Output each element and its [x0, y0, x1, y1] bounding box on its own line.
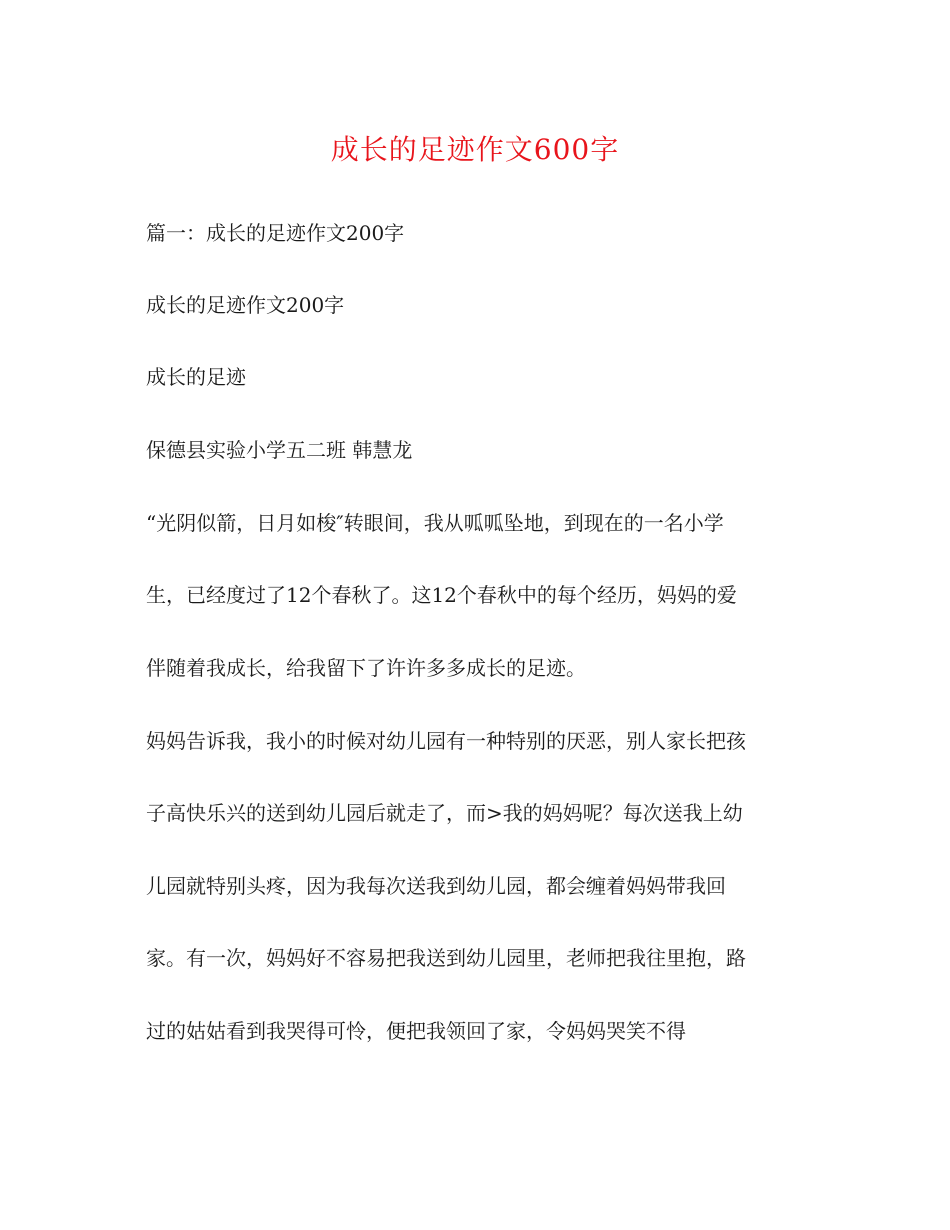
text-line: 儿园就特别头疼，因为我每次送我到幼儿园，都会缠着妈妈带我回 [146, 874, 726, 898]
text-line: 家。有一次，妈妈好不容易把我送到幼儿园里，老师把我往里抱，路 [146, 946, 746, 970]
document-title: 成长的足迹作文600字 [330, 133, 620, 166]
text-line: 保德县实验小学五二班 韩慧龙 [146, 438, 413, 462]
text-line: 成长的足迹作文200字 [146, 293, 345, 317]
text-line: 子高快乐兴的送到幼儿园后就走了，而>我的妈妈呢？每次送我上幼 [146, 801, 743, 825]
text-line: 伴随着我成长，给我留下了许许多多成长的足迹。 [146, 656, 586, 680]
text-line: 生，已经度过了12个春秋了。这12个春秋中的每个经历，妈妈的爱 [146, 583, 737, 607]
text-line: 过的姑姑看到我哭得可怜，便把我领回了家，令妈妈哭笑不得 [146, 1019, 686, 1043]
text-line: 妈妈告诉我，我小的时候对幼儿园有一种特别的厌恶，别人家长把孩 [146, 729, 746, 753]
text-line: “光阴似箭，日月如梭″转眼间，我从呱呱坠地，到现在的一名小学 [146, 511, 724, 535]
text-line: 篇一：成长的足迹作文200字 [146, 221, 405, 245]
text-line: 成长的足迹 [146, 365, 246, 389]
